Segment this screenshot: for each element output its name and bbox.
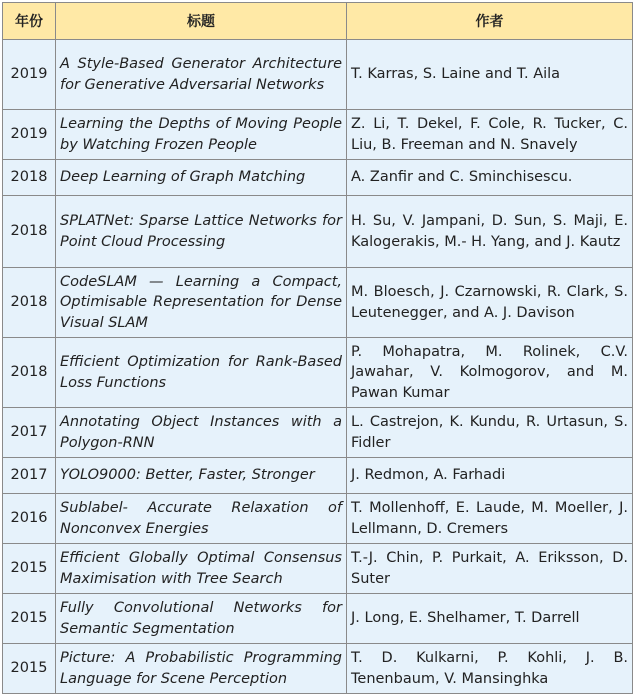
authors-cell: M. Bloesch, J. Czarnowski, R. Clark, S. Leutenegger, and A. J. Davison xyxy=(347,268,633,338)
authors-cell: L. Castrejon, K. Kundu, R. Urtasun, S. Fidler xyxy=(347,408,633,458)
table-row xyxy=(3,110,633,160)
papers-table xyxy=(2,2,633,694)
year-cell: 2015 xyxy=(3,594,56,644)
year-cell: 2017 xyxy=(3,458,56,494)
year-cell: 2018 xyxy=(3,160,56,196)
authors-cell: J. Long, E. Shelhamer, T. Darrell xyxy=(347,594,633,644)
authors-cell: T. D. Kulkarni, P. Kohli, J. B. Tenenbaum, V. Mansinghka xyxy=(347,644,633,694)
header-title: 标题 xyxy=(56,3,347,40)
year-cell: 2016 xyxy=(3,494,56,544)
table-row xyxy=(3,594,633,644)
year-cell: 2018 xyxy=(3,196,56,268)
year-cell: 2019 xyxy=(3,110,56,160)
title-cell: Efficient Globally Optimal Consensus Maximisation with Tree Search xyxy=(56,544,347,594)
year-cell: 2018 xyxy=(3,268,56,338)
title-cell: Learning the Depths of Moving People by Watching Frozen People xyxy=(56,110,347,160)
header-row xyxy=(3,3,633,40)
table-row xyxy=(3,458,633,494)
table-row xyxy=(3,544,633,594)
authors-cell: P. Mohapatra, M. Rolinek, C.V. Jawahar, V. Kolmogorov, and M. Pawan Kumar xyxy=(347,338,633,408)
title-cell: Annotating Object Instances with a Polygon-RNN xyxy=(56,408,347,458)
table-row xyxy=(3,644,633,694)
year-cell: 2015 xyxy=(3,544,56,594)
authors-cell: J. Redmon, A. Farhadi xyxy=(347,458,633,494)
authors-cell: T. Mollenhoff, E. Laude, M. Moeller, J. Lellmann, D. Cremers xyxy=(347,494,633,544)
title-cell: Sublabel- Accurate Relaxation of Nonconvex Energies xyxy=(56,494,347,544)
table-row xyxy=(3,268,633,338)
year-cell: 2019 xyxy=(3,40,56,110)
authors-cell: T. Karras, S. Laine and T. Aila xyxy=(347,40,633,110)
title-cell: Efficient Optimization for Rank-Based Loss Functions xyxy=(56,338,347,408)
table-row xyxy=(3,160,633,196)
year-cell: 2015 xyxy=(3,644,56,694)
authors-cell: A. Zanfir and C. Sminchisescu. xyxy=(347,160,633,196)
header-authors: 作者 xyxy=(347,3,633,40)
authors-cell: H. Su, V. Jampani, D. Sun, S. Maji, E. Kalogerakis, M.- H. Yang, and J. Kautz xyxy=(347,196,633,268)
title-cell: YOLO9000: Better, Faster, Stronger xyxy=(56,458,347,494)
table-row xyxy=(3,196,633,268)
table-row xyxy=(3,494,633,544)
year-cell: 2018 xyxy=(3,338,56,408)
table-row xyxy=(3,338,633,408)
table-row xyxy=(3,408,633,458)
year-cell: 2017 xyxy=(3,408,56,458)
title-cell: Deep Learning of Graph Matching xyxy=(56,160,347,196)
table-row xyxy=(3,40,633,110)
title-cell: Fully Convolutional Networks for Semantic Segmentation xyxy=(56,594,347,644)
authors-cell: Z. Li, T. Dekel, F. Cole, R. Tucker, C. Liu, B. Freeman and N. Snavely xyxy=(347,110,633,160)
title-cell: CodeSLAM — Learning a Compact, Optimisable Representation for Dense Visual SLAM xyxy=(56,268,347,338)
header-year: 年份 xyxy=(3,3,56,40)
title-cell: SPLATNet: Sparse Lattice Networks for Point Cloud Processing xyxy=(56,196,347,268)
authors-cell: T.-J. Chin, P. Purkait, A. Eriksson, D. Suter xyxy=(347,544,633,594)
title-cell: A Style-Based Generator Architecture for Generative Adversarial Networks xyxy=(56,40,347,110)
title-cell: Picture: A Probabilistic Programming Language for Scene Perception xyxy=(56,644,347,694)
